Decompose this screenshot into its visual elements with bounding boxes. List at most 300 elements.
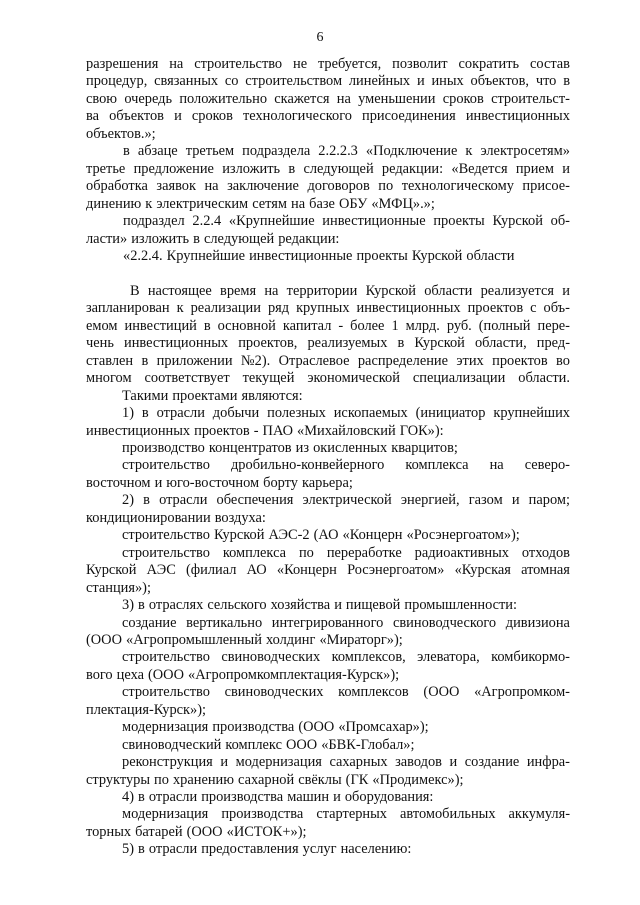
word: юго-восточном <box>166 474 260 491</box>
word: млрд. <box>405 317 440 334</box>
word: Росэнергоатом» <box>347 562 445 579</box>
word: проекты <box>433 213 485 230</box>
word: АЭС-2 <box>268 527 310 544</box>
blank-line <box>86 265 570 282</box>
word: «Концерн <box>342 527 403 544</box>
word: свиноводческий <box>122 736 222 753</box>
word: что <box>535 73 557 90</box>
word: изложить <box>131 230 190 247</box>
word: к <box>176 300 184 317</box>
word: Курской <box>492 213 543 230</box>
word: батарей <box>135 823 183 840</box>
text-line <box>86 196 570 213</box>
word: по <box>154 771 169 788</box>
word: проектов <box>492 352 548 369</box>
word: «БВК-Глобал»; <box>321 736 415 753</box>
word: реконструкция <box>122 754 213 771</box>
word: цеха <box>116 666 144 683</box>
word: элеватора, <box>417 649 480 666</box>
word: «Подключение <box>365 143 458 160</box>
word: в <box>138 597 145 614</box>
word: инвестиционные <box>249 247 353 264</box>
word: северо- <box>524 457 570 474</box>
text-line <box>86 772 570 789</box>
word: ряд <box>267 300 290 317</box>
text-line <box>86 353 570 370</box>
word: в <box>123 143 130 160</box>
word: реализуемых <box>307 335 388 352</box>
word: переработке <box>326 544 402 561</box>
word: время <box>220 282 257 299</box>
word: ставлен <box>86 352 134 369</box>
text-line <box>86 161 570 178</box>
word: (инициатор <box>415 405 486 422</box>
word: атомная <box>521 562 570 579</box>
word: положительно <box>179 90 268 107</box>
text-line <box>86 143 570 160</box>
word: сроков <box>442 90 484 107</box>
text-line <box>86 545 570 562</box>
word: во <box>556 352 570 369</box>
text-line <box>86 562 570 579</box>
word: об- <box>550 213 570 230</box>
word: Курской <box>86 562 137 579</box>
word: и <box>333 789 341 806</box>
word: пере- <box>537 317 570 334</box>
text-line <box>86 423 570 440</box>
word: аккумуля- <box>508 806 570 823</box>
text-line <box>86 231 570 248</box>
word: линейных <box>348 73 411 90</box>
word: хранению <box>172 771 235 788</box>
word: вертикально <box>186 614 263 631</box>
text-line <box>86 178 570 195</box>
word: специализации <box>412 370 506 387</box>
word: и <box>174 108 182 125</box>
text-line <box>86 56 570 73</box>
word: на <box>336 90 351 107</box>
word: (ООО <box>298 719 335 736</box>
word: динению <box>86 195 142 212</box>
text-line <box>86 841 570 858</box>
word: полезных <box>267 405 326 422</box>
word: комплексов, <box>331 649 406 666</box>
word: кондиционировании <box>86 509 211 526</box>
text-line <box>86 405 570 422</box>
word: по <box>298 544 314 561</box>
text-line <box>86 283 570 300</box>
text-line <box>86 702 570 719</box>
word: отходов <box>521 544 570 561</box>
word: отрасли <box>148 841 198 858</box>
word: в <box>141 352 149 369</box>
word: свиноводческих <box>224 684 324 701</box>
word: со <box>224 73 239 90</box>
word: разрешения <box>86 56 159 72</box>
word: объектов.»; <box>86 125 156 142</box>
word: строительство <box>122 527 210 544</box>
word: производства <box>201 789 284 806</box>
word: экономической <box>307 370 400 387</box>
word: АЭС <box>146 562 176 579</box>
word: приложении <box>156 352 233 369</box>
word: третье <box>86 160 126 177</box>
word: на <box>489 457 504 474</box>
word: проектов <box>194 422 250 439</box>
word: комплекса <box>222 544 287 561</box>
word: сроков <box>191 108 233 125</box>
text-line <box>86 737 570 754</box>
word: «Промсахар»); <box>338 719 429 736</box>
page-number: 6 <box>316 30 324 45</box>
word: плектация-Курск»); <box>86 701 207 718</box>
word: проектов, <box>238 335 298 352</box>
word: населению: <box>340 841 412 858</box>
word: «Продимекс»); <box>372 771 464 788</box>
word: ОБУ <box>338 195 368 212</box>
word: Курской <box>411 247 463 264</box>
word: и <box>334 597 342 614</box>
word: строительство <box>122 544 210 561</box>
word: электрической <box>302 492 392 509</box>
text-line <box>86 649 570 666</box>
word: производство <box>122 439 205 456</box>
word: по <box>378 178 394 195</box>
word: строительство <box>122 649 210 666</box>
word: базе <box>309 195 335 212</box>
word: «Концерн <box>276 562 337 579</box>
word: воздуха: <box>214 509 266 526</box>
text-line <box>86 510 570 527</box>
word: в <box>143 492 150 509</box>
word: (филиал <box>186 562 237 579</box>
word: в <box>138 841 145 858</box>
text-line <box>86 440 570 457</box>
text-line <box>86 335 570 352</box>
word: на <box>291 195 306 212</box>
text-line <box>86 719 570 736</box>
word: комплексов <box>338 684 409 701</box>
word: в <box>397 335 405 352</box>
word: области <box>466 247 515 264</box>
word: добычи <box>212 405 260 422</box>
word: окисленных <box>313 439 388 456</box>
word: проектов <box>467 300 524 317</box>
word: территории <box>286 282 358 299</box>
word: 2.2.4 <box>192 213 222 230</box>
word: основной <box>217 317 276 334</box>
word: присое- <box>522 178 570 195</box>
word: скажется <box>274 90 330 107</box>
word: на <box>264 282 279 299</box>
word: инвестиционных <box>124 335 229 352</box>
word: восточном <box>86 474 151 491</box>
word: (ООО <box>423 684 460 701</box>
text-line <box>86 667 570 684</box>
word: вого <box>86 666 113 683</box>
word: в <box>288 160 296 177</box>
word: являются: <box>241 387 303 404</box>
word: электрическим <box>156 195 249 212</box>
word: и <box>562 282 570 299</box>
word: строительством <box>245 73 343 90</box>
word: области <box>424 282 473 299</box>
word: модернизация <box>122 719 209 736</box>
word: инвестиционных <box>86 422 191 439</box>
word: борту <box>263 474 298 491</box>
word: состав <box>530 56 570 72</box>
word: обеспечения <box>216 492 294 509</box>
word: этих <box>456 352 484 369</box>
text-line <box>86 684 570 701</box>
word: промышленности: <box>404 597 517 614</box>
word: объектов <box>109 108 164 125</box>
text-line <box>86 632 570 649</box>
word: редакции: <box>381 160 444 177</box>
word: 2) <box>122 492 134 509</box>
word: Отраслевое <box>278 352 350 369</box>
word: реализации <box>190 300 261 317</box>
text-line <box>86 580 570 597</box>
text-line <box>86 126 570 143</box>
text-line <box>86 492 570 509</box>
word: распределение <box>357 352 448 369</box>
word: «Агропромышленный <box>126 631 262 648</box>
word: не <box>293 56 308 72</box>
word: текущей <box>242 370 295 387</box>
word: Курской <box>414 335 465 352</box>
text-line <box>86 91 570 108</box>
text-line <box>86 457 570 474</box>
text-line <box>86 475 570 492</box>
word: 4) <box>122 789 134 806</box>
text-line <box>86 597 570 614</box>
word: подраздела <box>242 143 311 160</box>
word: (полный <box>478 317 531 334</box>
word: заявок <box>156 178 196 195</box>
word: редакции: <box>278 230 340 247</box>
word: инвестиций <box>124 317 197 334</box>
word: требуется, <box>317 56 382 72</box>
word: газом <box>468 492 503 509</box>
word: в <box>193 230 200 247</box>
word: 1 <box>391 317 399 334</box>
word: «Агропромком- <box>474 684 570 701</box>
word: комбикормо- <box>491 649 570 666</box>
word: дивизиона <box>505 614 570 631</box>
word: настоящее <box>147 282 212 299</box>
word: очередь <box>124 90 173 107</box>
word: - <box>338 317 344 334</box>
word: карьера; <box>302 474 353 491</box>
word: обработка <box>86 178 148 195</box>
word: прием <box>515 160 554 177</box>
word: области. <box>518 370 570 387</box>
word: АО <box>246 562 267 579</box>
word: торных <box>86 823 132 840</box>
word: в <box>138 789 145 806</box>
word: «МФЦ».»; <box>371 195 435 212</box>
word: инвестиционные <box>322 213 426 230</box>
word: более <box>350 317 385 334</box>
word: создание <box>122 614 177 631</box>
text-line <box>86 806 570 823</box>
word: «2.2.4. <box>123 247 163 264</box>
word: чень <box>86 335 114 352</box>
word: и <box>220 754 229 771</box>
word: запланирован <box>86 300 170 317</box>
word: заключение <box>227 178 299 195</box>
word: (ООО <box>86 631 122 648</box>
word: ГОК»): <box>399 422 444 439</box>
word: отрасли <box>156 405 205 422</box>
word: свою <box>86 90 118 107</box>
word: концентратов <box>208 439 292 456</box>
word: - <box>253 422 259 439</box>
word: инфра- <box>526 754 570 771</box>
text-line <box>86 73 570 90</box>
word: с <box>530 300 537 317</box>
word: строительство <box>122 457 210 474</box>
word: уменьшении <box>358 90 436 107</box>
word: сократить <box>458 56 520 72</box>
word: комплекс <box>225 736 282 753</box>
word: 2.2.2.3 <box>318 143 358 160</box>
text-line <box>86 789 570 806</box>
word: свиноводческих <box>221 649 321 666</box>
word: кварцитов; <box>391 439 458 456</box>
word: свёклы <box>298 771 342 788</box>
word: услуг <box>302 841 337 858</box>
word: подраздел <box>123 213 185 230</box>
word: договоров <box>307 178 370 195</box>
word: отраслях <box>148 597 204 614</box>
word: изложить <box>222 160 281 177</box>
word: пищевой <box>345 597 401 614</box>
word: модернизация <box>235 754 322 771</box>
word: руб. <box>446 317 472 334</box>
word: и <box>511 492 520 509</box>
word: строительство <box>194 56 283 72</box>
word: крупных <box>296 300 350 317</box>
word: соответствует <box>144 370 230 387</box>
text-line <box>86 370 570 387</box>
word: позволит <box>392 56 448 72</box>
word: отрасли <box>148 789 198 806</box>
word: оборудования: <box>344 789 434 806</box>
word: третьем <box>185 143 235 160</box>
word: и <box>562 160 570 177</box>
word: «ИСТОК+»); <box>226 823 307 840</box>
word: в <box>563 73 570 90</box>
text-line <box>86 318 570 335</box>
word: капитал <box>282 317 332 334</box>
word: хозяйства <box>270 597 331 614</box>
word: иных <box>431 73 464 90</box>
word: абзаце <box>137 143 178 160</box>
word: «Росэнергоатом»); <box>406 527 520 544</box>
text-line <box>86 527 570 544</box>
word: из <box>295 439 310 456</box>
word: энергией, <box>400 492 460 509</box>
word: и <box>416 73 425 90</box>
text-line <box>86 300 570 317</box>
word: пред- <box>536 335 570 352</box>
word: №2). <box>240 352 271 369</box>
word: присоединения <box>362 108 456 125</box>
word: и <box>449 754 458 771</box>
word: предложение <box>133 160 214 177</box>
word: инвестиционных <box>356 300 461 317</box>
word: (ГК <box>345 771 369 788</box>
text-line <box>86 108 570 125</box>
word: сахарной <box>238 771 295 788</box>
word: электросетям» <box>480 143 570 160</box>
word: к <box>465 143 473 160</box>
word: ласти» <box>86 230 128 247</box>
word: «Агропромкомплектация-Курск»); <box>188 666 400 683</box>
word: Курской <box>365 282 417 299</box>
word: «Курская <box>454 562 511 579</box>
text-line <box>86 213 570 230</box>
word: 1) <box>122 405 134 422</box>
text-line <box>86 615 570 632</box>
word: крупнейших <box>493 405 570 422</box>
word: ископаемых <box>333 405 408 422</box>
word: связанных <box>154 73 219 90</box>
word: В <box>130 282 140 299</box>
word: на <box>169 56 184 72</box>
word: объектов, <box>470 73 530 90</box>
word: емом <box>86 317 118 334</box>
word: ва <box>86 108 99 125</box>
word: и <box>154 474 163 491</box>
word: сетям <box>252 195 287 212</box>
word: структуры <box>86 771 151 788</box>
word: реализуется <box>480 282 554 299</box>
text-line <box>86 824 570 841</box>
word: машин <box>287 789 330 806</box>
word: Такими <box>122 387 169 404</box>
word: ООО <box>285 736 318 753</box>
word: 3) <box>122 597 134 614</box>
word: автомобильных <box>400 806 496 823</box>
word: дробильно-конвейерного <box>230 457 385 474</box>
word: производства <box>221 806 304 823</box>
text-line <box>86 754 570 771</box>
word: 5) <box>122 841 134 858</box>
word: паром; <box>528 492 570 509</box>
text-line <box>86 248 570 265</box>
word: процедур, <box>86 73 148 90</box>
word: в <box>203 317 211 334</box>
word: в <box>141 405 149 422</box>
word: проектами <box>172 387 238 404</box>
word: следующей <box>203 230 275 247</box>
word: свиноводческого <box>392 614 497 631</box>
word: стартерных <box>316 806 387 823</box>
word: области, <box>474 335 527 352</box>
word: создание <box>464 754 520 771</box>
word: технологического <box>243 108 352 125</box>
word: проекты <box>356 247 408 264</box>
word: «Михайловский <box>297 422 396 439</box>
word: на <box>204 178 219 195</box>
word: технологическому <box>401 178 514 195</box>
word: строительство <box>122 684 210 701</box>
word: инвестиционных <box>465 108 570 125</box>
word: «Крупнейшие <box>228 213 315 230</box>
